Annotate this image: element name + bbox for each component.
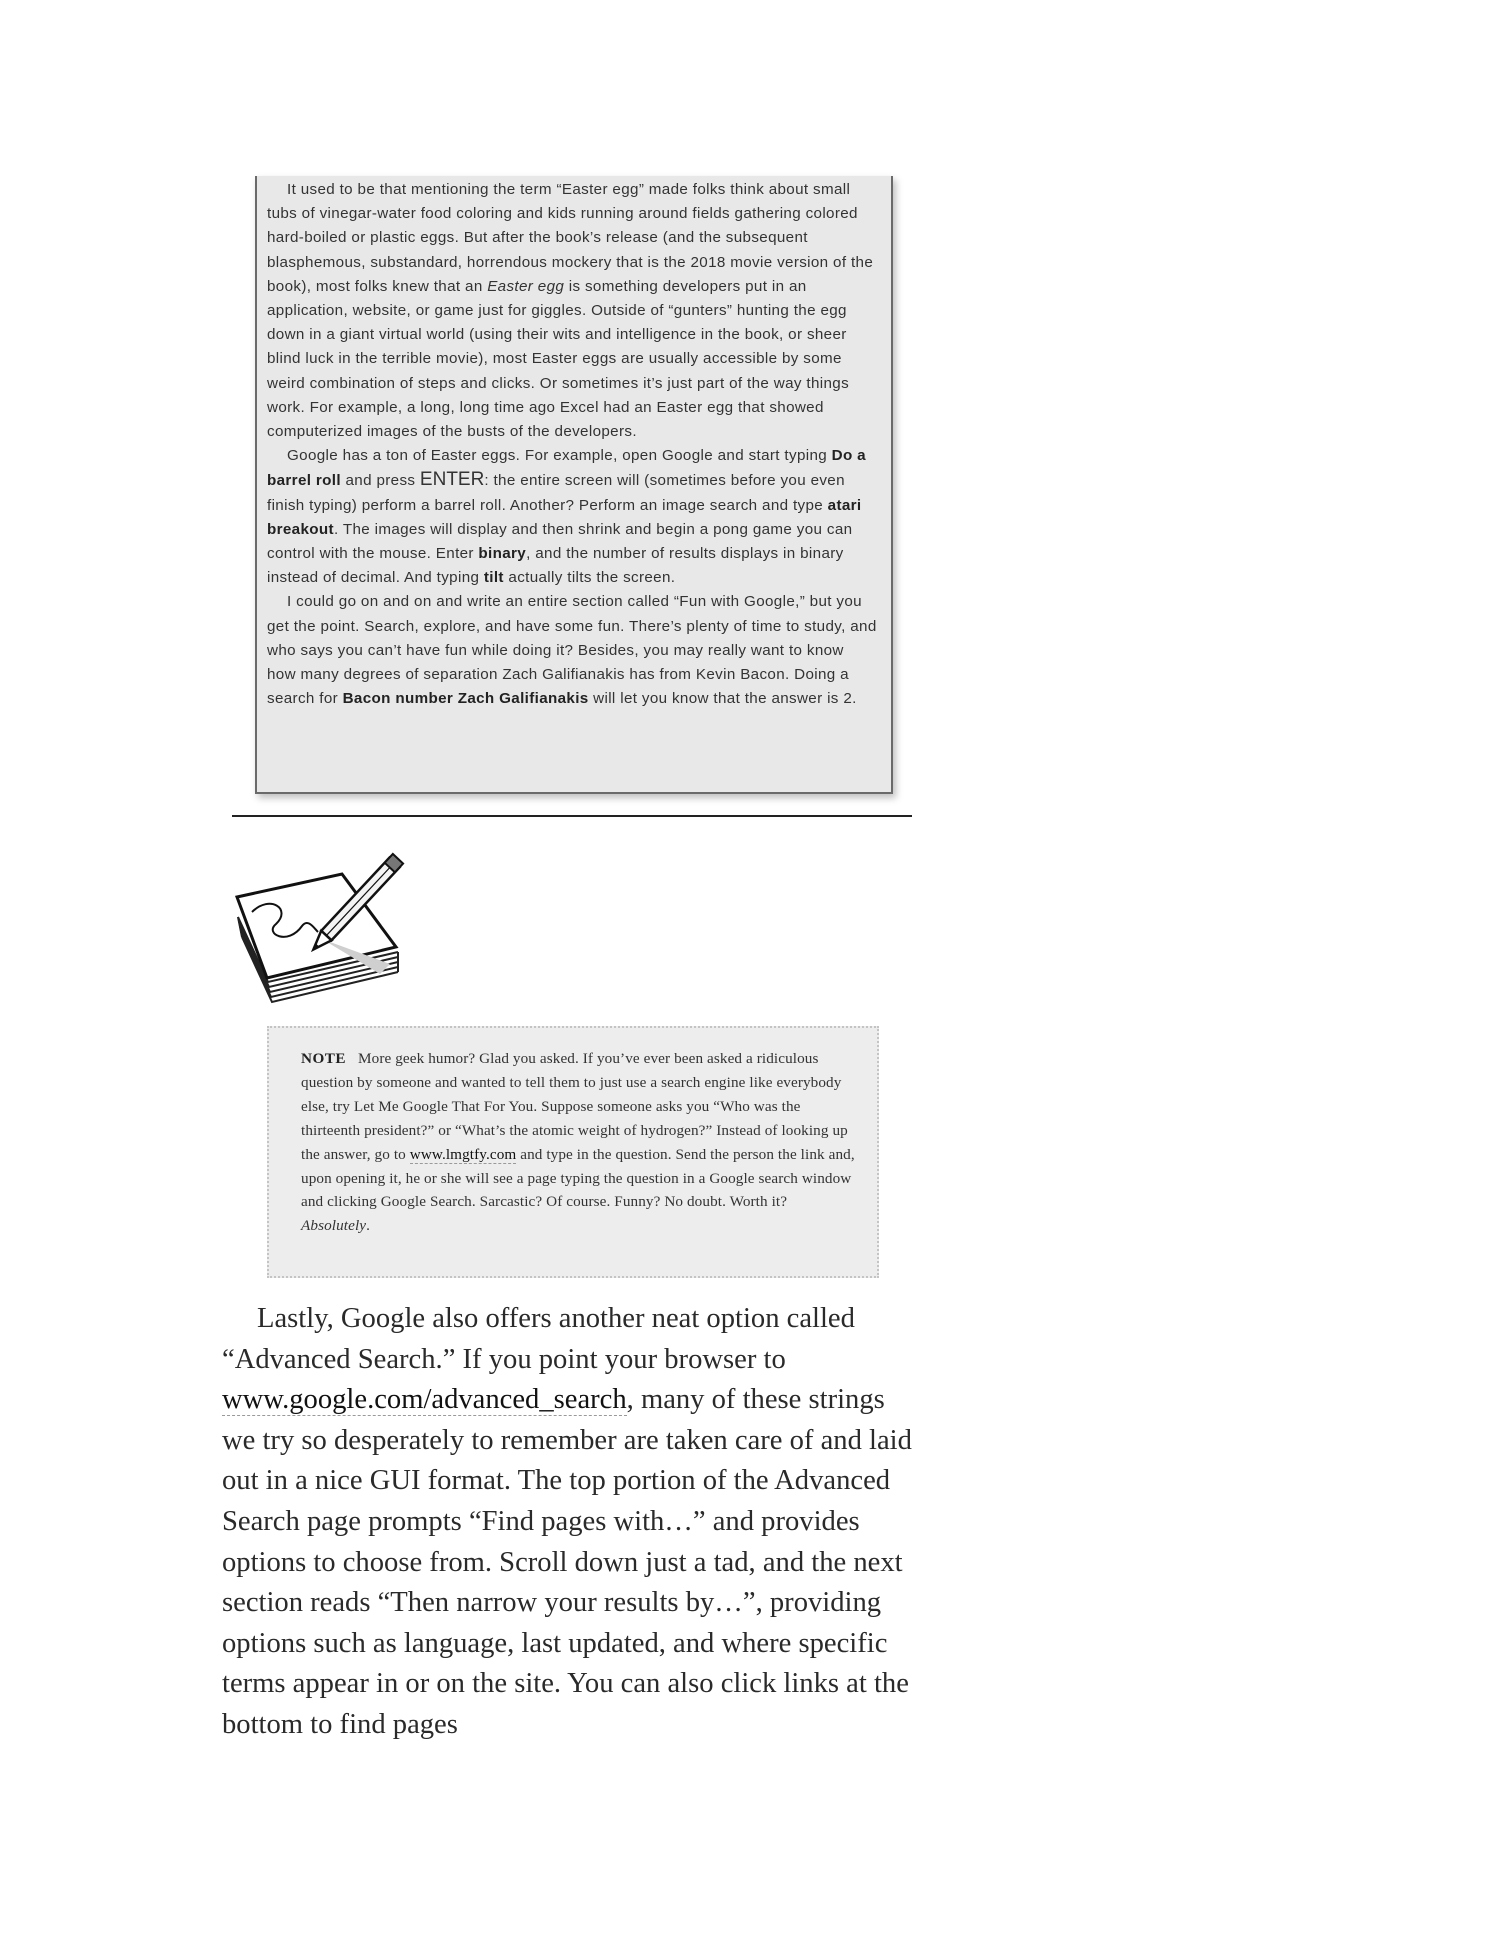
- note-emphasis: Absolutely: [301, 1217, 367, 1235]
- sidebar-paragraph-2: Google has a ton of Easter eggs. For example, open Google and start typing Do a barrel roll and press ENTER: the entire screen will (sometimes before you even finish typing) perform a barrel roll. Another? Perform an image search and type atari breakout. The images will display and then shrink and begin a pong game you can control with the mouse. Enter binary, and the number of results displays in binary instead of decimal. And typing tilt actually tilts the screen.: [267, 447, 866, 587]
- search-term-binary: binary: [478, 545, 527, 563]
- note-label: NOTE: [301, 1050, 347, 1067]
- search-term-tilt: tilt: [483, 569, 504, 587]
- note-text: NOTE More geek humor? Glad you asked. If you’ve ever been asked a ridiculous question by someone and wanted to tell them to just use a search engine like everybody else, try Let Me Google That For You. Suppose someone asks you “Who was the thirteenth president?” or “What’s the atomic weight of hydrogen?” Instead of looking up the answer, go to www.lmgtfy.com and type in the question. Send the person the link and, upon opening it, he or she will see a page typing the question in a Google search window and clicking Google Search. Sarcastic? Of course. Funny? No doubt. Worth it? Absolutely.: [301, 1050, 855, 1235]
- search-term-barrel-roll: Do a barrel roll: [267, 447, 866, 490]
- easter-egg-sidebar: [255, 176, 893, 794]
- note-callout: [267, 1026, 879, 1278]
- advanced-search-link[interactable]: www.google.com/advanced_search: [222, 1384, 627, 1416]
- body-paragraph: Lastly, Google also offers another neat option called “Advanced Search.” If you point your browser to www.google.com/advanced_search, many of these strings we try so desperately to remember are taken care of and laid out in a nice GUI format. The top portion of the Advanced Search page prompts “Find pages with…” and provides options to choose from. Scroll down just a tad, and the next section reads “Then narrow your results by…”, providing options such as language, last updated, and where specific terms appear in or on the site. You can also click links at the bottom to find pages: [222, 1303, 912, 1740]
- enter-key-label: ENTER: [419, 469, 485, 491]
- search-term-bacon-number: Bacon number Zach Galifianakis: [342, 690, 589, 708]
- section-divider: [232, 815, 912, 817]
- sidebar-paragraph-3: I could go on and on and write an entire section called “Fun with Google,” but you get the point. Search, explore, and have some fun. There’s plenty of time to study, and who says you can’t have fun while doing it? Besides, you may really want to know how many degrees of separation Zach Galifianakis has from Kevin Bacon. Doing a search for Bacon number Zach Galifianakis will let you know that the answer is 2.: [267, 593, 877, 708]
- search-term-atari-breakout: atari breakout: [267, 496, 862, 538]
- notepad-pencil-icon: [230, 834, 430, 1014]
- sidebar-paragraph-1: It used to be that mentioning the term “Easter egg” made folks think about small tubs of vinegar-water food coloring and kids running around fields gathering colored hard-boiled or plastic eggs. But after the book’s release (and the subsequent blasphemous, substandard, horrendous mockery that is the 2018 movie version of the book), most folks knew that an Easter egg is something developers put in an application, website, or game just for giggles. Outside of “gunters” hunting the egg down in a giant virtual world (using their wits and intelligence in the book, or sheer blind luck in the terrible movie), most Easter eggs are usually accessible by some weird combination of steps and clicks. Or sometimes it’s just part of the way things work. For example, a long, long time ago Excel had an Easter egg that showed computerized images of the busts of the developers.: [267, 181, 874, 441]
- easter-egg-term: Easter egg: [487, 277, 565, 295]
- lmgtfy-link[interactable]: www.lmgtfy.com: [409, 1145, 517, 1163]
